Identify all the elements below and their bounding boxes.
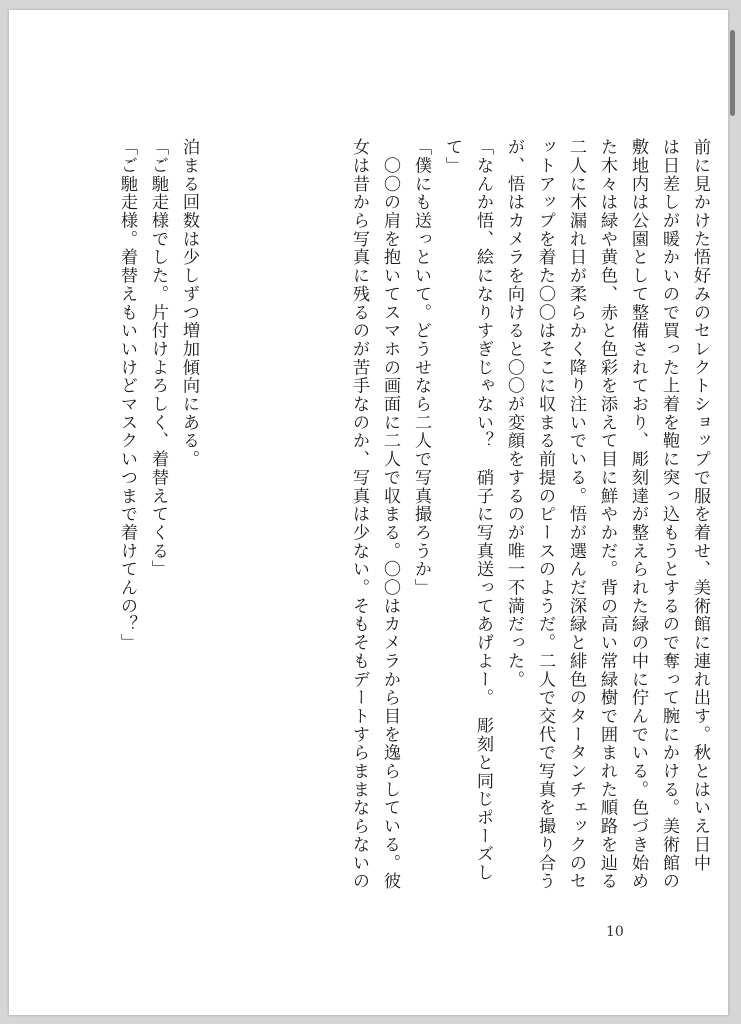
text-line: 敷地内は公園として整備されており、彫刻達が整えられた緑の中に佇んでいる。色づき始め	[628, 138, 648, 891]
text-block-upper	[111, 138, 204, 898]
text-line: 「僕にも送っといて。どうせなら二人で写真撮ろうか」	[411, 138, 431, 597]
scrollbar-thumb[interactable]	[730, 30, 735, 116]
text-line: て」	[442, 138, 462, 175]
text-line: 女は昔から写真に残るのが苦手なのか、写真は少ない。そもそもデートすらままならないの	[349, 138, 369, 891]
text-line: 「なんか悟、絵になりすぎじゃない？ 硝子に写真送ってあげよー。 彫刻と同じポーズし	[473, 138, 493, 882]
text-line: た木々は緑や黄色、赤と色彩を添えて目に鮮やかだ。背の高い常緑樹で囲まれた順路を辿る	[597, 138, 617, 891]
text-line: 「ご馳走様でした。片付けよろしく、着替えてくる」	[148, 138, 168, 579]
text-line: は日差しが暖かいので買った上着を鞄に突っ込もうとするので奪って腕にかける。美術館の	[659, 138, 679, 891]
text-line: 「ご馳走様。着替えもいいけどマスクいつまで着けてんの？」	[117, 138, 137, 652]
text-block-main	[343, 138, 715, 898]
text-line: 前に見かけた悟好みのセレクトショップで服を着せ、美術館に連れ出す。秋とはいえ日中	[690, 138, 710, 872]
book-page	[9, 10, 728, 1015]
text-line: ットアップを着た〇〇はそこに収まる前提のピースのようだ。二人で交代で写真を撮り合う	[535, 138, 555, 891]
text-line: 〇〇の肩を抱いてスマホの画面に二人で収まる。〇〇はカメラから目を逸らしている。彼	[380, 138, 400, 891]
text-line: 泊まる回数は少しずつ増加傾向にある。	[179, 138, 199, 469]
page-number: 10	[606, 924, 624, 940]
text-line: 二人に木漏れ日が柔らかく降り注いでいる。悟が選んだ深緑と緋色のタータンチェックのセ	[566, 138, 586, 891]
text-line: が、悟はカメラを向けると〇〇が変顔をするのが唯一不満だった。	[504, 138, 524, 689]
